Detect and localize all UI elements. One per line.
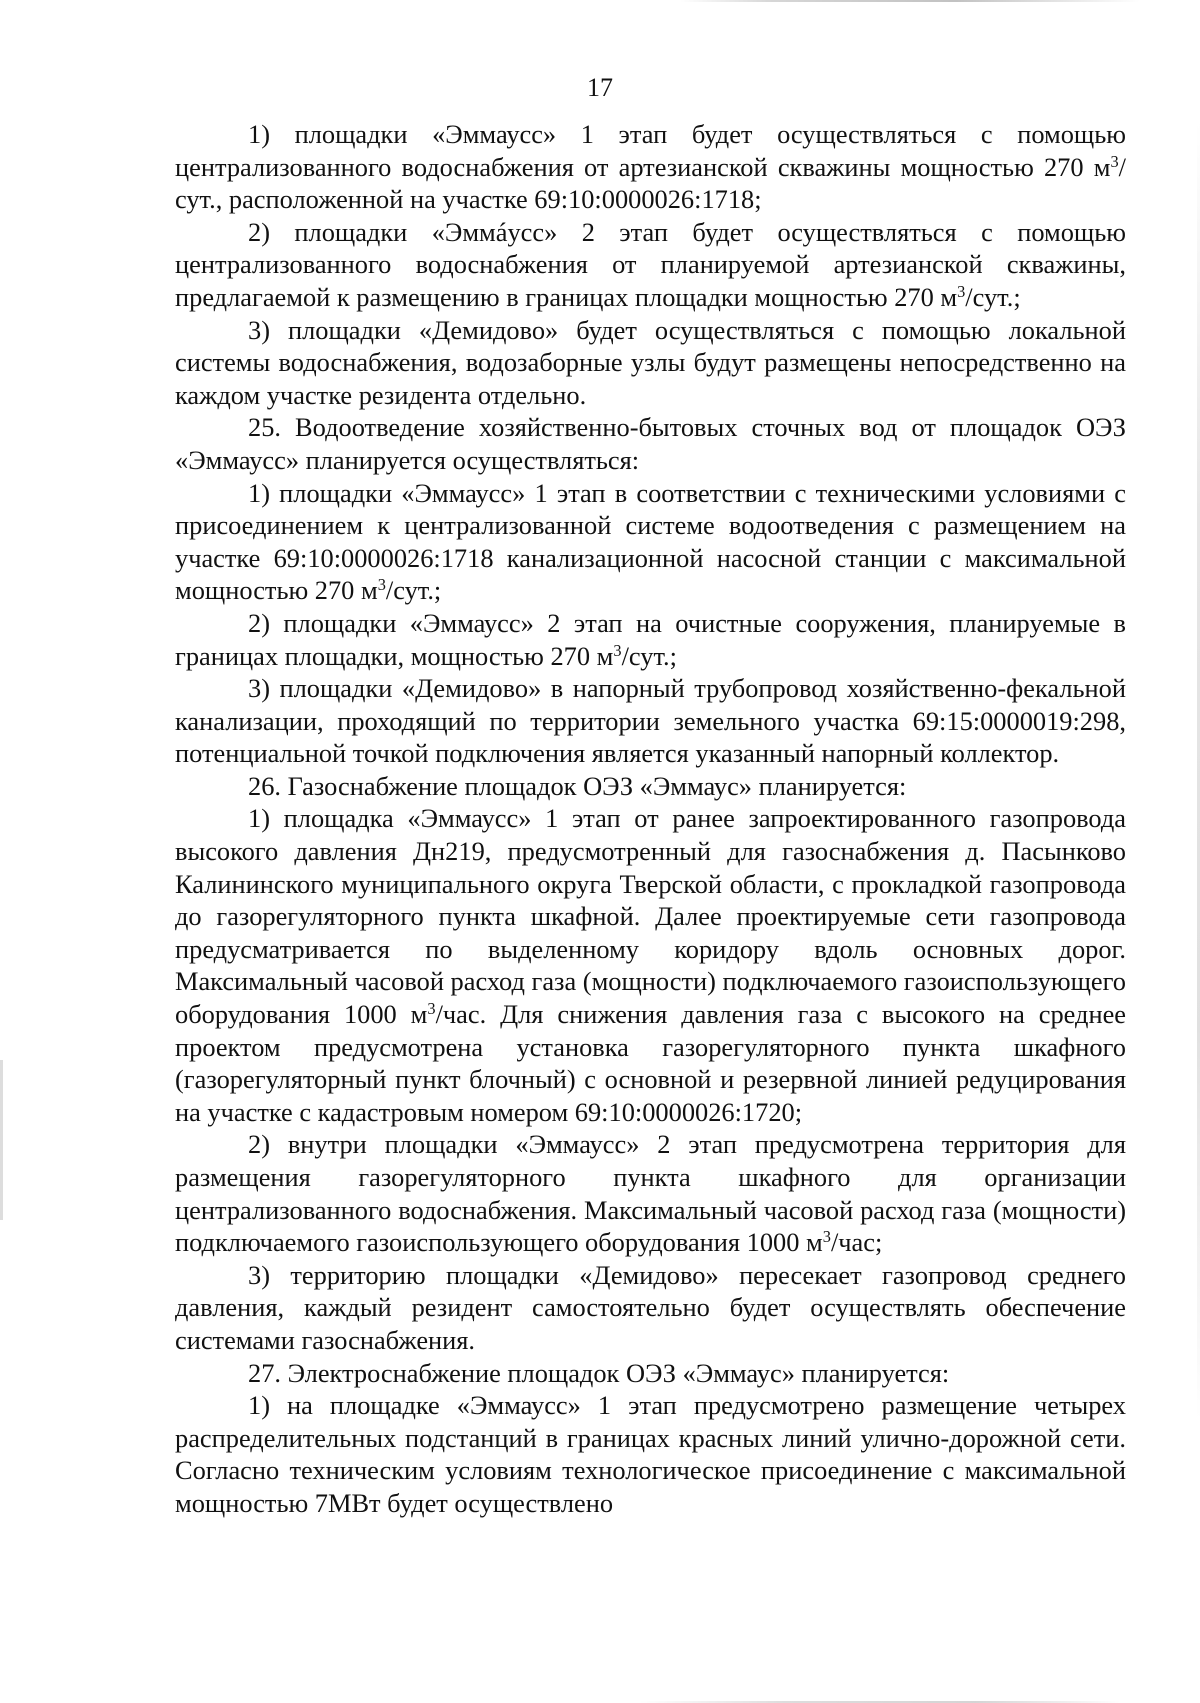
paragraph-gas-stage1: 1) площадка «Эммаусс» 1 этап от ранее запроектированного газопровода высокого давления Дн219, предусмотренный для газоснабжения д. Пасынково Калининского муниципального округа Тверской области, с прокладкой газопровода до газорегуляторного пункта шкафной. Далее проектируемые сети газопровода предусматривается по выделенному коридору вдоль основных дорог. Максимальный часовой расход газа (мощности) подключаемого газоиспользующего оборудования 1000 $м^3$/час. Для снижения давления газа с высокого на среднее проектом предусмотрена установка газорегуляторного пункта шкафного (газорегуляторный пункт блочный) с основной и резервной линией редуцирования на участке с кадастровым номером 69:10:0000026:1720; xyxy=(175,803,1126,1127)
paragraph-sewage-stage2: 2) площадки «Эммаусс» 2 этап на очистные сооружения, планируемые в границах площадки, мощностью 270 $м^3$/сут.; xyxy=(175,607,1126,671)
superscript-exponent: 3 xyxy=(377,575,386,595)
paragraph-water-stage2: 2) площадки «Эммáусс» 2 этап будет осуществляться с помощью централизованного водоснабжения от планируемой артезианской скважины, предлагаемой к размещению в границах площадки мощностью 270 $м^3$/сут.; xyxy=(175,216,1126,312)
paragraph-gas-stage2: 2) внутри площадки «Эммаусс» 2 этап предусмотрена территория для размещения газорегуляторного пункта шкафного для организации централизованного водоснабжения. Максимальный часовой расход газа (мощности) подключаемого газоиспользующего оборудования 1000 $м^3$/час; xyxy=(175,1129,1126,1258)
paragraph-gas-demidovo: 3) территорию площадки «Демидово» пересекает газопровод среднего давления, каждый резидент самостоятельно будет осуществлять обеспечение системами газоснабжения. xyxy=(175,1259,1126,1355)
paragraph-water-demidovo: 3) площадки «Демидово» будет осуществляться с помощью локальной системы водоснабжения, водозаборные узлы будут размещены непосредственно на каждом участке резидента отдельно. xyxy=(175,314,1126,410)
scan-edge-left xyxy=(0,1060,3,1220)
superscript-exponent: 3 xyxy=(613,640,622,660)
superscript-exponent: 3 xyxy=(957,281,966,301)
paragraph-26-heading: 26. Газоснабжение площадок ОЭЗ «Эммаус» планируется: xyxy=(248,770,907,801)
paragraph-sewage-stage1: 1) площадки «Эммаусс» 1 этап в соответствии с техническими условиями с присоединением к централизованной системе водоотведения с размещением на участке 69:10:0000026:1718 канализационной насосной станции с максимальной мощностью 270 $м^3$/сут.; xyxy=(175,477,1126,606)
document-body xyxy=(175,118,1126,1520)
paragraph-water-stage1: 1) площадки «Эммаусс» 1 этап будет осуществляться с помощью централизованного водоснабжения от артезианской скважины мощностью 270 $м^3$/сут., расположенной на участке 69:10:0000026:1718; xyxy=(175,119,1126,215)
paragraph-power-stage1: 1) на площадке «Эммаусс» 1 этап предусмотрено размещение четырех распределительных подстанций в границах красных линий улично-дорожной сети. Согласно техническим условиям технологическое присоединение с максимальной мощностью 7МВт будет осуществлено xyxy=(175,1390,1126,1518)
paragraph-25-heading: 25. Водоотведение хозяйственно-бытовых сточных вод от площадок ОЭЗ «Эммаусс» планируется осуществляться: xyxy=(175,412,1126,475)
superscript-exponent: 3 xyxy=(1110,151,1119,171)
superscript-exponent: 3 xyxy=(427,999,436,1019)
page-number: 17 xyxy=(587,73,613,102)
paragraph-27-heading: 27. Электроснабжение площадок ОЭЗ «Эммаус» планируется: xyxy=(248,1357,950,1388)
scan-edge-top xyxy=(680,0,1140,2)
paragraph-sewage-demidovo: 3) площадки «Демидово» в напорный трубопровод хозяйственно-фекальной канализации, проходящий по территории земельного участка 69:15:0000019:298, потенциальной точкой подключения является указанный напорный коллектор. xyxy=(175,673,1126,769)
superscript-exponent: 3 xyxy=(822,1227,831,1247)
